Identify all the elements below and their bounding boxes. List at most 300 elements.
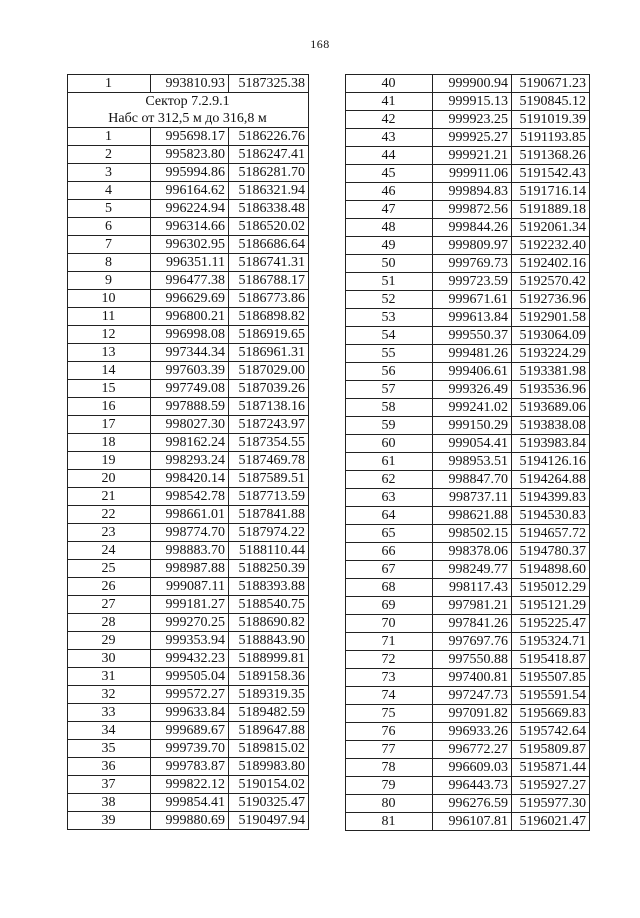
coord-x: 997400.81 bbox=[433, 669, 512, 687]
coord-y: 5194780.37 bbox=[512, 543, 590, 561]
point-number: 79 bbox=[346, 777, 433, 795]
coord-x: 996224.94 bbox=[151, 200, 229, 218]
table-row bbox=[68, 524, 309, 542]
table-row bbox=[346, 291, 590, 309]
coord-x: 997749.08 bbox=[151, 380, 229, 398]
point-number: 76 bbox=[346, 723, 433, 741]
coord-x: 998774.70 bbox=[151, 524, 229, 542]
coord-y: 5190845.12 bbox=[512, 93, 590, 111]
table-row bbox=[68, 416, 309, 434]
coord-x: 998378.06 bbox=[433, 543, 512, 561]
point-number: 6 bbox=[68, 218, 151, 236]
point-number: 45 bbox=[346, 165, 433, 183]
coord-y: 5192901.58 bbox=[512, 309, 590, 327]
coord-x: 996302.95 bbox=[151, 236, 229, 254]
point-number: 67 bbox=[346, 561, 433, 579]
point-number: 32 bbox=[68, 686, 151, 704]
coord-x: 999481.26 bbox=[433, 345, 512, 363]
coord-x: 998847.70 bbox=[433, 471, 512, 489]
coord-y: 5193381.98 bbox=[512, 363, 590, 381]
coord-x: 999613.84 bbox=[433, 309, 512, 327]
coord-x: 999900.94 bbox=[433, 75, 512, 93]
coord-x: 999723.59 bbox=[433, 273, 512, 291]
coord-y: 5191542.43 bbox=[512, 165, 590, 183]
coord-x: 997888.59 bbox=[151, 398, 229, 416]
coord-x: 999915.13 bbox=[433, 93, 512, 111]
point-number: 35 bbox=[68, 740, 151, 758]
point-number: 52 bbox=[346, 291, 433, 309]
coord-y: 5193689.06 bbox=[512, 399, 590, 417]
point-number: 65 bbox=[346, 525, 433, 543]
coord-y: 5191019.39 bbox=[512, 111, 590, 129]
point-number: 17 bbox=[68, 416, 151, 434]
table-row bbox=[68, 398, 309, 416]
coord-x: 999572.27 bbox=[151, 686, 229, 704]
point-number: 38 bbox=[68, 794, 151, 812]
coord-y: 5194530.83 bbox=[512, 507, 590, 525]
table-row bbox=[68, 164, 309, 182]
coord-y: 5190325.47 bbox=[229, 794, 309, 812]
coord-x: 998162.24 bbox=[151, 434, 229, 452]
point-number: 29 bbox=[68, 632, 151, 650]
coord-y: 5194126.16 bbox=[512, 453, 590, 471]
sector-subtitle: Набс от 312,5 м до 316,8 м bbox=[108, 111, 267, 126]
point-number: 57 bbox=[346, 381, 433, 399]
coord-y: 5195418.87 bbox=[512, 651, 590, 669]
table-row bbox=[346, 309, 590, 327]
coord-y: 5195324.71 bbox=[512, 633, 590, 651]
coord-y: 5192736.96 bbox=[512, 291, 590, 309]
coord-x: 996314.66 bbox=[151, 218, 229, 236]
coord-x: 999769.73 bbox=[433, 255, 512, 273]
point-number: 22 bbox=[68, 506, 151, 524]
coord-y: 5188393.88 bbox=[229, 578, 309, 596]
table-row bbox=[68, 794, 309, 812]
coord-x: 995823.80 bbox=[151, 146, 229, 164]
table-row bbox=[346, 471, 590, 489]
point-number: 31 bbox=[68, 668, 151, 686]
coord-x: 999087.11 bbox=[151, 578, 229, 596]
coord-x: 998117.43 bbox=[433, 579, 512, 597]
coord-y: 5187713.59 bbox=[229, 488, 309, 506]
coord-y: 5187325.38 bbox=[229, 75, 309, 93]
point-number: 49 bbox=[346, 237, 433, 255]
table-row bbox=[68, 254, 309, 272]
coord-x: 998542.78 bbox=[151, 488, 229, 506]
point-number: 55 bbox=[346, 345, 433, 363]
coord-y: 5193224.29 bbox=[512, 345, 590, 363]
coord-y: 5187138.16 bbox=[229, 398, 309, 416]
table-row bbox=[346, 489, 590, 507]
table-row bbox=[346, 561, 590, 579]
coord-y: 5194657.72 bbox=[512, 525, 590, 543]
table-row bbox=[68, 776, 309, 794]
coord-x: 995994.86 bbox=[151, 164, 229, 182]
point-number: 44 bbox=[346, 147, 433, 165]
point-number: 73 bbox=[346, 669, 433, 687]
table-row bbox=[346, 237, 590, 255]
coord-y: 5190671.23 bbox=[512, 75, 590, 93]
point-number: 71 bbox=[346, 633, 433, 651]
point-number: 34 bbox=[68, 722, 151, 740]
table-row bbox=[346, 759, 590, 777]
table-row bbox=[68, 578, 309, 596]
table-row bbox=[346, 813, 590, 831]
coord-x: 997550.88 bbox=[433, 651, 512, 669]
table-row bbox=[346, 363, 590, 381]
table-row bbox=[68, 200, 309, 218]
table-row bbox=[68, 75, 309, 93]
table-row bbox=[346, 453, 590, 471]
table-row bbox=[68, 650, 309, 668]
coord-y: 5192061.34 bbox=[512, 219, 590, 237]
table-row bbox=[68, 182, 309, 200]
coord-x: 997841.26 bbox=[433, 615, 512, 633]
coord-x: 999353.94 bbox=[151, 632, 229, 650]
table-row bbox=[346, 345, 590, 363]
point-number: 12 bbox=[68, 326, 151, 344]
coord-y: 5187039.26 bbox=[229, 380, 309, 398]
coord-x: 998621.88 bbox=[433, 507, 512, 525]
coord-y: 5186961.31 bbox=[229, 344, 309, 362]
point-number: 78 bbox=[346, 759, 433, 777]
coord-y: 5189647.88 bbox=[229, 722, 309, 740]
table-row bbox=[346, 183, 590, 201]
coord-x: 999854.41 bbox=[151, 794, 229, 812]
table-row bbox=[68, 362, 309, 380]
coord-y: 5195871.44 bbox=[512, 759, 590, 777]
coord-y: 5189158.36 bbox=[229, 668, 309, 686]
coord-x: 996800.21 bbox=[151, 308, 229, 326]
point-number: 16 bbox=[68, 398, 151, 416]
coord-y: 5188110.44 bbox=[229, 542, 309, 560]
table-row bbox=[68, 596, 309, 614]
table-row bbox=[68, 470, 309, 488]
table-row bbox=[346, 417, 590, 435]
table-row bbox=[68, 344, 309, 362]
coord-y: 5193536.96 bbox=[512, 381, 590, 399]
coord-y: 5189815.02 bbox=[229, 740, 309, 758]
point-number: 4 bbox=[68, 182, 151, 200]
coord-x: 999689.67 bbox=[151, 722, 229, 740]
coord-y: 5186686.64 bbox=[229, 236, 309, 254]
sector-header-row bbox=[68, 93, 309, 128]
table-row bbox=[346, 327, 590, 345]
table-row bbox=[346, 615, 590, 633]
point-number: 75 bbox=[346, 705, 433, 723]
point-number: 80 bbox=[346, 795, 433, 813]
coord-y: 5191716.14 bbox=[512, 183, 590, 201]
point-number: 39 bbox=[68, 812, 151, 830]
coord-x: 996107.81 bbox=[433, 813, 512, 831]
point-number: 36 bbox=[68, 758, 151, 776]
coord-y: 5195742.64 bbox=[512, 723, 590, 741]
point-number: 72 bbox=[346, 651, 433, 669]
table-row bbox=[68, 704, 309, 722]
coord-x: 999505.04 bbox=[151, 668, 229, 686]
coord-x: 999432.23 bbox=[151, 650, 229, 668]
table-row bbox=[346, 75, 590, 93]
table-row bbox=[346, 633, 590, 651]
point-number: 48 bbox=[346, 219, 433, 237]
coord-y: 5195225.47 bbox=[512, 615, 590, 633]
coord-x: 999880.69 bbox=[151, 812, 229, 830]
coord-x: 999894.83 bbox=[433, 183, 512, 201]
point-number: 25 bbox=[68, 560, 151, 578]
table-row bbox=[68, 488, 309, 506]
table-row bbox=[68, 452, 309, 470]
coord-y: 5192570.42 bbox=[512, 273, 590, 291]
coord-x: 998420.14 bbox=[151, 470, 229, 488]
coord-x: 999822.12 bbox=[151, 776, 229, 794]
table-row bbox=[68, 632, 309, 650]
coord-y: 5195809.87 bbox=[512, 741, 590, 759]
table-row bbox=[346, 129, 590, 147]
coord-x: 998737.11 bbox=[433, 489, 512, 507]
point-number: 69 bbox=[346, 597, 433, 615]
coord-y: 5187841.88 bbox=[229, 506, 309, 524]
coord-x: 999925.27 bbox=[433, 129, 512, 147]
table-row bbox=[68, 326, 309, 344]
table-row bbox=[68, 812, 309, 830]
table-row bbox=[346, 669, 590, 687]
point-number: 77 bbox=[346, 741, 433, 759]
coord-x: 997247.73 bbox=[433, 687, 512, 705]
point-number: 61 bbox=[346, 453, 433, 471]
coord-x: 993810.93 bbox=[151, 75, 229, 93]
coordinates-table-left bbox=[67, 74, 309, 830]
point-number: 70 bbox=[346, 615, 433, 633]
point-number: 74 bbox=[346, 687, 433, 705]
coord-y: 5187354.55 bbox=[229, 434, 309, 452]
table-row bbox=[346, 111, 590, 129]
coord-x: 999241.02 bbox=[433, 399, 512, 417]
coord-y: 5187029.00 bbox=[229, 362, 309, 380]
coord-x: 999270.25 bbox=[151, 614, 229, 632]
table-row bbox=[68, 560, 309, 578]
table-row bbox=[346, 201, 590, 219]
coord-y: 5187589.51 bbox=[229, 470, 309, 488]
coord-y: 5192402.16 bbox=[512, 255, 590, 273]
table-row bbox=[68, 236, 309, 254]
coord-x: 999671.61 bbox=[433, 291, 512, 309]
coord-y: 5186919.65 bbox=[229, 326, 309, 344]
point-number: 7 bbox=[68, 236, 151, 254]
table-row bbox=[68, 542, 309, 560]
table-row bbox=[68, 290, 309, 308]
coord-x: 996351.11 bbox=[151, 254, 229, 272]
table-row bbox=[68, 380, 309, 398]
coord-x: 996772.27 bbox=[433, 741, 512, 759]
point-number: 41 bbox=[346, 93, 433, 111]
coordinates-table-right bbox=[345, 74, 590, 831]
table-row bbox=[68, 740, 309, 758]
table-row bbox=[68, 218, 309, 236]
coord-y: 5189482.59 bbox=[229, 704, 309, 722]
coord-y: 5188690.82 bbox=[229, 614, 309, 632]
coord-y: 5195669.83 bbox=[512, 705, 590, 723]
table-row bbox=[346, 399, 590, 417]
sector-header bbox=[68, 93, 309, 128]
point-number: 46 bbox=[346, 183, 433, 201]
coord-x: 996164.62 bbox=[151, 182, 229, 200]
coord-y: 5191193.85 bbox=[512, 129, 590, 147]
coord-y: 5186247.41 bbox=[229, 146, 309, 164]
coord-x: 999739.70 bbox=[151, 740, 229, 758]
coord-y: 5193064.09 bbox=[512, 327, 590, 345]
point-number: 59 bbox=[346, 417, 433, 435]
point-number: 3 bbox=[68, 164, 151, 182]
point-number: 23 bbox=[68, 524, 151, 542]
coord-x: 998502.15 bbox=[433, 525, 512, 543]
coord-y: 5187974.22 bbox=[229, 524, 309, 542]
coord-x: 996477.38 bbox=[151, 272, 229, 290]
table-row bbox=[68, 506, 309, 524]
table-row bbox=[68, 758, 309, 776]
coord-x: 998987.88 bbox=[151, 560, 229, 578]
table-row bbox=[346, 777, 590, 795]
coord-y: 5188540.75 bbox=[229, 596, 309, 614]
coord-x: 999783.87 bbox=[151, 758, 229, 776]
coord-y: 5196021.47 bbox=[512, 813, 590, 831]
point-number: 50 bbox=[346, 255, 433, 273]
table-row bbox=[346, 435, 590, 453]
table-row bbox=[346, 273, 590, 291]
coord-x: 997981.21 bbox=[433, 597, 512, 615]
coord-x: 998883.70 bbox=[151, 542, 229, 560]
point-number: 21 bbox=[68, 488, 151, 506]
coord-y: 5190154.02 bbox=[229, 776, 309, 794]
point-number: 30 bbox=[68, 650, 151, 668]
coord-x: 998027.30 bbox=[151, 416, 229, 434]
point-number: 24 bbox=[68, 542, 151, 560]
coord-y: 5187243.97 bbox=[229, 416, 309, 434]
coord-x: 999326.49 bbox=[433, 381, 512, 399]
coord-x: 996629.69 bbox=[151, 290, 229, 308]
table-row bbox=[346, 255, 590, 273]
coord-y: 5191889.18 bbox=[512, 201, 590, 219]
coord-x: 999054.41 bbox=[433, 435, 512, 453]
point-number: 42 bbox=[346, 111, 433, 129]
coord-y: 5189319.35 bbox=[229, 686, 309, 704]
table-row bbox=[346, 381, 590, 399]
coord-y: 5186520.02 bbox=[229, 218, 309, 236]
coord-y: 5186773.86 bbox=[229, 290, 309, 308]
table-row bbox=[346, 543, 590, 561]
coord-y: 5186226.76 bbox=[229, 128, 309, 146]
point-number: 26 bbox=[68, 578, 151, 596]
coord-x: 997344.34 bbox=[151, 344, 229, 362]
coord-x: 995698.17 bbox=[151, 128, 229, 146]
table-row bbox=[68, 308, 309, 326]
table-row bbox=[68, 146, 309, 164]
coord-y: 5186281.70 bbox=[229, 164, 309, 182]
table-row bbox=[346, 795, 590, 813]
point-number: 68 bbox=[346, 579, 433, 597]
coord-y: 5194399.83 bbox=[512, 489, 590, 507]
point-number: 2 bbox=[68, 146, 151, 164]
coord-y: 5186788.17 bbox=[229, 272, 309, 290]
coord-x: 999809.97 bbox=[433, 237, 512, 255]
table-row bbox=[346, 579, 590, 597]
coord-y: 5186741.31 bbox=[229, 254, 309, 272]
table-row bbox=[68, 614, 309, 632]
point-number: 8 bbox=[68, 254, 151, 272]
point-number: 5 bbox=[68, 200, 151, 218]
coord-x: 999406.61 bbox=[433, 363, 512, 381]
table-row bbox=[68, 434, 309, 452]
coord-y: 5193838.08 bbox=[512, 417, 590, 435]
coord-y: 5186338.48 bbox=[229, 200, 309, 218]
coord-y: 5189983.80 bbox=[229, 758, 309, 776]
page-number: 168 bbox=[310, 37, 330, 51]
coord-x: 999150.29 bbox=[433, 417, 512, 435]
point-number: 64 bbox=[346, 507, 433, 525]
coord-y: 5187469.78 bbox=[229, 452, 309, 470]
table-row bbox=[346, 93, 590, 111]
coord-x: 998249.77 bbox=[433, 561, 512, 579]
coord-y: 5195591.54 bbox=[512, 687, 590, 705]
point-number: 18 bbox=[68, 434, 151, 452]
coord-x: 997697.76 bbox=[433, 633, 512, 651]
table-row bbox=[346, 165, 590, 183]
coord-y: 5194264.88 bbox=[512, 471, 590, 489]
point-number: 27 bbox=[68, 596, 151, 614]
point-number: 13 bbox=[68, 344, 151, 362]
coord-y: 5186898.82 bbox=[229, 308, 309, 326]
table-row bbox=[346, 219, 590, 237]
coord-x: 996276.59 bbox=[433, 795, 512, 813]
point-number: 11 bbox=[68, 308, 151, 326]
coord-y: 5194898.60 bbox=[512, 561, 590, 579]
point-number: 20 bbox=[68, 470, 151, 488]
point-number: 28 bbox=[68, 614, 151, 632]
table-row bbox=[68, 272, 309, 290]
coord-x: 999921.21 bbox=[433, 147, 512, 165]
point-number: 63 bbox=[346, 489, 433, 507]
point-number: 54 bbox=[346, 327, 433, 345]
coord-x: 999550.37 bbox=[433, 327, 512, 345]
coord-x: 997091.82 bbox=[433, 705, 512, 723]
point-number: 60 bbox=[346, 435, 433, 453]
coord-x: 999911.06 bbox=[433, 165, 512, 183]
coord-y: 5195012.29 bbox=[512, 579, 590, 597]
coord-y: 5195121.29 bbox=[512, 597, 590, 615]
point-number: 47 bbox=[346, 201, 433, 219]
point-number: 9 bbox=[68, 272, 151, 290]
coord-y: 5195927.27 bbox=[512, 777, 590, 795]
coord-y: 5188250.39 bbox=[229, 560, 309, 578]
coord-y: 5186321.94 bbox=[229, 182, 309, 200]
sector-title: Сектор 7.2.9.1 bbox=[145, 94, 230, 109]
point-number: 40 bbox=[346, 75, 433, 93]
coord-y: 5188843.90 bbox=[229, 632, 309, 650]
coord-x: 998661.01 bbox=[151, 506, 229, 524]
coord-x: 999872.56 bbox=[433, 201, 512, 219]
coord-y: 5191368.26 bbox=[512, 147, 590, 165]
point-number: 58 bbox=[346, 399, 433, 417]
coord-x: 996609.03 bbox=[433, 759, 512, 777]
table-row bbox=[68, 128, 309, 146]
table-row bbox=[346, 597, 590, 615]
table-row bbox=[68, 668, 309, 686]
point-number: 56 bbox=[346, 363, 433, 381]
coord-y: 5195977.30 bbox=[512, 795, 590, 813]
table-row bbox=[68, 686, 309, 704]
coord-x: 996443.73 bbox=[433, 777, 512, 795]
coord-x: 996998.08 bbox=[151, 326, 229, 344]
table-row bbox=[346, 651, 590, 669]
